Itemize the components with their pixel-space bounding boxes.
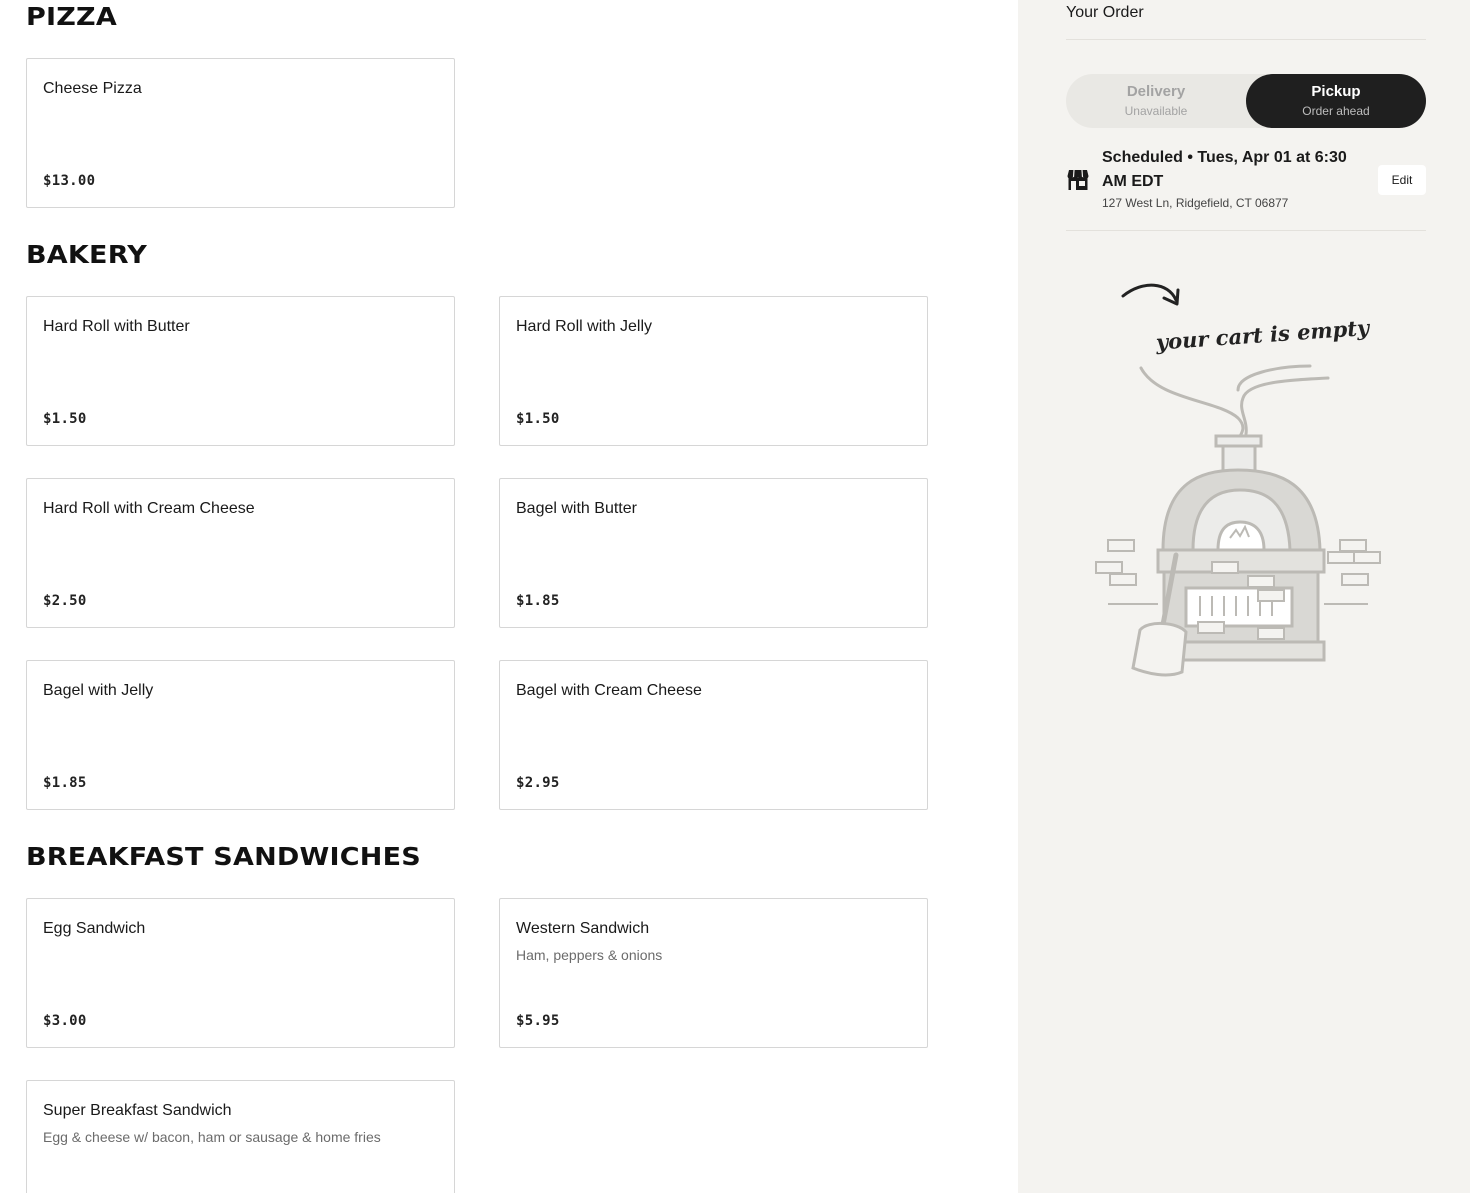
menu-item-price: $1.50 [516,411,560,427]
menu-item-price: $13.00 [43,173,96,189]
order-title: Your Order [1066,4,1144,21]
pickup-option[interactable] [1246,74,1426,128]
schedule-text: Scheduled • Tues, Apr 01 at 6:30 AM EDT [1102,149,1347,190]
menu-item-card[interactable] [499,898,928,1048]
pickup-label: Pickup [1311,83,1361,100]
edit-schedule-button[interactable]: Edit [1378,165,1426,195]
section-heading-pizza: PIZZA [26,2,117,31]
menu-item-name: Hard Roll with Butter [43,318,190,335]
menu-item-price: $5.95 [516,1013,560,1029]
divider [1066,230,1426,231]
storefront-icon [1066,168,1090,192]
menu-item-name: Super Breakfast Sandwich [43,1102,232,1119]
pizza-oven-illustration [1088,270,1428,690]
menu-item-price: $2.50 [43,593,87,609]
order-sidebar [1018,0,1470,1193]
menu-item-name: Western Sandwich [516,920,650,937]
delivery-sublabel: Unavailable [1124,104,1188,118]
menu-item-name: Bagel with Cream Cheese [516,682,702,699]
menu-item-name: Egg Sandwich [43,920,146,937]
delivery-label: Delivery [1126,83,1186,100]
section-heading-bakery: BAKERY [26,240,148,269]
fulfillment-toggle [1066,74,1426,128]
menu-item-card[interactable] [499,478,928,628]
arrow-icon [1123,285,1178,304]
section-heading-breakfast-sandwiches: BREAKFAST SANDWICHES [26,842,421,871]
menu-item-card[interactable] [26,296,455,446]
menu-item-description: Ham, peppers & onions [516,947,663,963]
menu-item-name: Bagel with Jelly [43,682,154,699]
pickup-address: 127 West Ln, Ridgefield, CT 06877 [1102,196,1289,210]
menu-item-description: Egg & cheese w/ bacon, ham or sausage & home fries [43,1129,381,1145]
menu-item-price: $1.85 [516,593,560,609]
menu-item-name: Bagel with Butter [516,500,637,517]
menu-item-name: Hard Roll with Jelly [516,318,653,335]
menu-item-card[interactable] [26,1080,455,1193]
menu-item-price: $1.85 [43,775,87,791]
empty-cart-text: your cart is empty [1155,314,1370,355]
menu-item-card[interactable] [26,660,455,810]
menu-item-name: Hard Roll with Cream Cheese [43,500,255,517]
menu-item-card[interactable] [26,478,455,628]
divider [1066,39,1426,40]
menu-item-card[interactable] [26,898,455,1048]
menu-item-card[interactable] [499,296,928,446]
pickup-sublabel: Order ahead [1302,104,1370,118]
menu-item-price: $1.50 [43,411,87,427]
menu-item-card[interactable] [26,58,455,208]
delivery-option[interactable] [1066,74,1246,128]
menu-item-price: $2.95 [516,775,560,791]
menu-item-card[interactable] [499,660,928,810]
menu-item-price: $3.00 [43,1013,87,1029]
menu-item-name: Cheese Pizza [43,80,142,97]
